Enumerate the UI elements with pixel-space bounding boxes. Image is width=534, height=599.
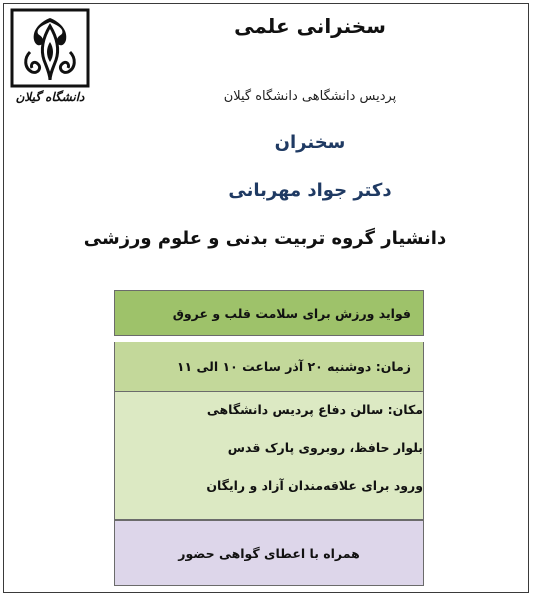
time-box [114,342,424,392]
campus-name: پردیس دانشگاهی دانشگاه گیلان [223,89,397,104]
certificate-text: همراه با اعطای گواهی حضور [178,545,360,561]
place-line-address: بلوار حافظ، روبروی پارک قدس [227,440,423,455]
topic-box [114,290,424,336]
place-box [114,392,424,520]
place-line-entry: ورود برای علاقه‌مندان آزاد و رایگان [206,478,423,493]
time-text: زمان: دوشنبه ۲۰ آذر ساعت ۱۰ الی ۱۱ [176,359,411,374]
speaker-role: دانشیار گروه تربیت بدنی و علوم ورزشی [83,228,447,249]
place-line-venue: مکان: سالن دفاع پردیس دانشگاهی [206,402,423,417]
university-emblem-icon [10,8,90,90]
university-logo [10,8,90,108]
speaker-label: سخنران [274,132,346,153]
logo-caption: دانشگاه گیلان [15,90,85,104]
certificate-box [114,520,424,586]
page-title: سخنرانی علمی [234,14,386,38]
topic-text: فواید ورزش برای سلامت قلب و عروق [172,305,411,321]
speaker-name: دکتر جواد مهربانی [228,180,392,201]
